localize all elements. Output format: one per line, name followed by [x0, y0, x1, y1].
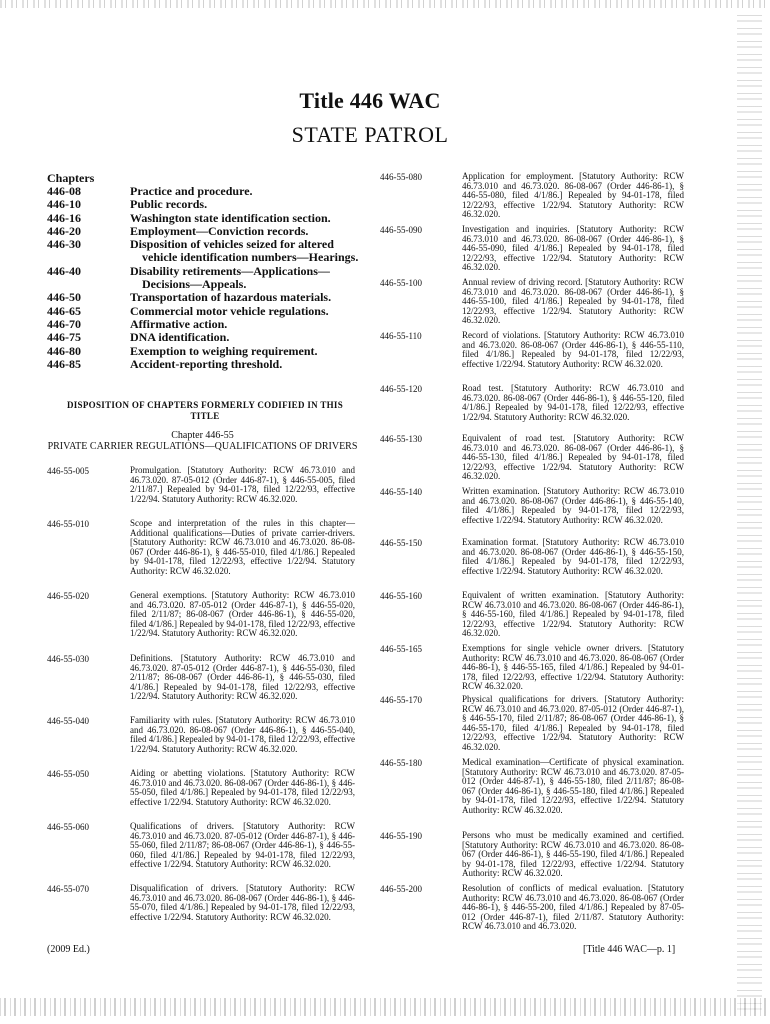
chapter-row: [47, 345, 367, 358]
repealed-section-entry: [380, 591, 684, 639]
section-disposition-text: Road test. [Statutory Authority: RCW 46.73.010 and 46.73.020. 86-08-067 (Order 446-86-1), § 446-55-120, filed 4/1/86.] Repealed by 94-01-178, filed 12/22/93, effective 1/22/94. Statutory Authority: RCW 46.32.020.: [462, 383, 684, 422]
chapter-title: Disposition of vehicles seized for altered vehicle identification numbers—Hearings.: [130, 237, 359, 265]
repealed-section-entry: [380, 487, 684, 525]
section-citation: 446-55-190: [380, 831, 422, 841]
section-disposition-text: Physical qualifications for drivers. [Statutory Authority: RCW 46.73.010 and 46.73.020. 87-05-012 (Order 446-87-1), § 446-55-170, filed 2/11/87; 86-08-067 (Order 446-86-1), § 446-55-170, filed 4/1/86.] Repealed by 94-01-178, filed 12/22/93, effective 1/22/94. Statutory Authority: RCW 46.32.020.: [462, 694, 684, 752]
chapter-row: [47, 358, 367, 371]
repealed-section-entry: [47, 466, 355, 504]
chapter-title: Exemption to weighing requirement.: [130, 343, 318, 358]
section-disposition-text: Application for employment. [Statutory Authority: RCW 46.73.010 and 46.73.020. 86-08-067 (Order 446-86-1), § 446-55-080, filed 4/1/86.] Repealed by 94-01-178, filed 12/22/93, effective 1/22/94. Statutory Authority: RCW 46.32.020.: [462, 171, 684, 220]
section-citation: 446-55-005: [47, 466, 89, 476]
chapter-number: 446-80: [47, 343, 81, 358]
section-disposition-text: Written examination. [Statutory Authority: RCW 46.73.010 and 46.73.020. 86-08-067 (Order 446-86-1), § 446-55-140, filed 4/1/86.] Repealed by 94-01-178, filed 12/22/93, effective 1/22/94. Statutory Authority: RCW 46.32.020.: [462, 486, 684, 525]
chapter-row: [47, 212, 367, 225]
section-citation: 446-55-080: [380, 172, 422, 182]
repealed-section-entry: [47, 519, 355, 577]
chapter-number: 446-10: [47, 197, 81, 212]
repealed-section-entry: [380, 278, 684, 326]
section-disposition-text: Medical examination—Certificate of physical examination. [Statutory Authority: RCW 46.73.010 and 46.73.020. 87-05-012 (Order 446-87-1), § 446-55-180, filed 2/11/87; 86-08-067 (Order 446-86-1), § 446-55-180, filed 4/1/86.] Repealed by 94-01-178, filed 12/22/93, effective 1/22/94. Statutory Authority: RCW 46.32.020.: [462, 757, 684, 815]
chapter-title: DNA identification.: [130, 330, 230, 345]
chapter-row: [47, 265, 367, 292]
repealed-section-entry: [47, 822, 355, 870]
chapter-row: [47, 305, 367, 318]
section-disposition-text: Persons who must be medically examined and certified. [Statutory Authority: RCW 46.73.010 and 46.73.020. 86-08-067 (Order 446-86-1), § 446-55-190, filed 4/1/86.] Repealed by 94-01-178, filed 12/22/93, effective 1/22/94. Statutory Authority: RCW 46.32.020.: [462, 830, 684, 879]
repealed-section-entry: [380, 225, 684, 273]
repealed-section-entry: [380, 758, 684, 816]
chapter-title: Commercial motor vehicle regulations.: [130, 303, 329, 318]
chapter-number: 446-85: [47, 356, 81, 371]
section-citation: 446-55-170: [380, 695, 422, 705]
section-citation: 446-55-110: [380, 331, 422, 341]
chapter-heading-title: PRIVATE CARRIER REGULATIONS—QUALIFICATIONS OF DRIVERS: [47, 441, 358, 452]
chapter-title: Disability retirements—Applications—Decisions—Appeals.: [130, 263, 330, 292]
title-subheading: STATE PATROL: [291, 122, 449, 147]
chapter-title: Public records.: [130, 197, 208, 212]
chapter-number: 446-65: [47, 303, 81, 318]
chapter-number: 446-75: [47, 330, 81, 345]
section-disposition-text: Aiding or abetting violations. [Statutory Authority: RCW 46.73.010 and 46.73.020. 86-08-067 (Order 446-86-1), § 446-55-050, filed 4/1/86.] Repealed by 94-01-178, filed 12/22/93, effective 1/22/94. Statutory Authority: RCW 46.32.020.: [130, 768, 355, 807]
section-citation: 446-55-150: [380, 538, 422, 548]
chapter-title: Washington state identification section.: [130, 210, 331, 225]
section-disposition-text: Examination format. [Statutory Authority: RCW 46.73.010 and 46.73.020. 86-08-067 (Order 446-86-1), § 446-55-150, filed 4/1/86.] Repealed by 94-01-178, filed 12/22/93, effective 1/22/94. Statutory Authority: RCW 46.32.020.: [462, 537, 684, 576]
chapter-heading-number: Chapter 446-55: [171, 430, 234, 441]
section-citation: 446-55-040: [47, 716, 89, 726]
scan-noise-top: [0, 0, 770, 8]
section-citation: 446-55-070: [47, 884, 89, 894]
section-citation: 446-55-130: [380, 434, 422, 444]
section-disposition-text: Definitions. [Statutory Authority: RCW 46.73.010 and 46.73.020. 87-05-012 (Order 446-87-1), § 446-55-030, filed 2/11/87; 86-08-067 (Order 446-86-1), § 446-55-030, filed 4/1/86.] Repealed by 94-01-178, filed 12/22/93, effective 1/22/94. Statutory Authority: RCW 46.32.020.: [130, 653, 355, 702]
section-citation: 446-55-030: [47, 654, 89, 664]
section-disposition-text: Equivalent of road test. [Statutory Authority: RCW 46.73.010 and 46.73.020. 86-08-067 (Order 446-86-1), § 446-55-130, filed 4/1/86.] Repealed by 94-01-178, filed 12/22/93, effective 1/22/94. Statutory Authority: RCW 46.32.020.: [462, 433, 684, 482]
section-citation: 446-55-090: [380, 225, 422, 235]
section-disposition-text: Familiarity with rules. [Statutory Authority: RCW 46.73.010 and 46.73.020. 86-08-067 (Order 446-86-1), § 446-55-040, filed 4/1/86.] Repealed by 94-01-178, filed 12/22/93, effective 1/22/94. Statutory Authority: RCW 46.32.020.: [130, 715, 355, 754]
repealed-section-entry: [47, 654, 355, 702]
repealed-section-entry: [380, 884, 684, 932]
repealed-section-entry: [380, 831, 684, 879]
section-citation: 446-55-060: [47, 822, 89, 832]
chapter-title: Practice and procedure.: [130, 184, 253, 198]
section-citation: 446-55-200: [380, 884, 422, 894]
section-disposition-text: Scope and interpretation of the rules in this chapter—Additional qualifications—Duties of private carrier-drivers. [Statutory Authority: RCW 46.73.010 and 46.73.020. 86-08-067 (Order 446-86-1), § 446-55-010, filed 4/1/86.] Repealed by 94-01-178, filed 12/22/93, effective 1/22/94. Statutory Authority: RCW 46.32.020.: [130, 518, 355, 576]
repealed-section-entry: [380, 538, 684, 576]
repealed-section-entry: [380, 172, 684, 220]
chapter-title: Transportation of hazardous materials.: [130, 290, 332, 305]
chapter-title: Employment—Conviction records.: [130, 223, 309, 238]
repealed-section-entry: [380, 384, 684, 422]
chapter-heading: [40, 430, 365, 452]
section-disposition-text: Disqualification of drivers. [Statutory Authority: RCW 46.73.010 and 46.73.020. 86-08-067 (Order 446-86-1), § 446-55-070, filed 4/1/86.] Repealed by 94-01-178, filed 12/22/93, effective 1/22/94. Statutory Authority: RCW 46.32.020.: [130, 883, 355, 922]
chapter-row: [47, 291, 367, 304]
chapter-number: 446-50: [47, 290, 81, 305]
chapters-header: Chapters: [47, 171, 95, 185]
chapter-row: [47, 331, 367, 344]
scan-noise-right: [737, 10, 762, 1010]
section-citation: 446-55-100: [380, 278, 422, 288]
chapter-row: [47, 238, 367, 265]
repealed-section-entry: [47, 716, 355, 754]
disposition-heading: DISPOSITION OF CHAPTERS FORMERLY CODIFIED IN THIS TITLE: [66, 400, 344, 421]
section-disposition-text: Promulgation. [Statutory Authority: RCW 46.73.010 and 46.73.020. 87-05-012 (Order 446-87-1), § 446-55-005, filed 2/11/87.] Repealed by 94-01-178, filed 12/22/93, effective 1/22/94. Statutory Authority: RCW 46.32.020.: [130, 465, 355, 504]
section-disposition-text: Equivalent of written examination. [Statutory Authority: RCW 46.73.010 and 46.73.020. 86-08-067 (Order 446-86-1), § 446-55-160, filed 4/1/86.] Repealed by 94-01-178, filed 12/22/93, effective 1/22/94. Statutory Authority: RCW 46.32.020.: [462, 590, 684, 639]
chapter-title: Accident-reporting threshold.: [130, 356, 283, 371]
repealed-section-entry: [380, 695, 684, 753]
chapter-number: 446-70: [47, 316, 81, 331]
repealed-section-entry: [47, 591, 355, 639]
section-citation: 446-55-020: [47, 591, 89, 601]
section-disposition-text: Qualifications of drivers. [Statutory Authority: RCW 46.73.010 and 46.73.020. 87-05-012 (Order 446-87-1), § 446-55-060, filed 2/11/87; 86-08-067 (Order 446-86-1), § 446-55-060, filed 4/1/86.] Repealed by 94-01-178, filed 12/22/93, effective 1/22/94. Statutory Authority: RCW 46.32.020.: [130, 821, 355, 870]
section-disposition-text: Exemptions for single vehicle owner drivers. [Statutory Authority: RCW 46.73.010 and 46.73.020. 86-08-067 (Order 446-86-1), § 446-55-165, filed 4/1/86.] Repealed by 94-01-178, filed 12/22/93, effective 1/22/94. Statutory Authority: RCW 46.32.020.: [462, 643, 684, 692]
section-disposition-text: Resolution of conflicts of medical evaluation. [Statutory Authority: RCW 46.73.010 and 46.73.020. 86-08-067 (Order 446-86-1), § 446-55-200, filed 4/1/86.] Repealed by 87-05-012 (Order 446-87-1), filed 2/11/87. Statutory Authority: RCW 46.73.010 and 46.73.020.: [462, 883, 684, 932]
chapter-number: 446-40: [47, 263, 81, 278]
chapters-list: [47, 172, 367, 371]
repealed-section-entry: [47, 769, 355, 807]
section-disposition-text: Annual review of driving record. [Statutory Authority: RCW 46.73.010 and 46.73.020. 86-08-067 (Order 446-86-1), § 446-55-100, filed 4/1/86.] Repealed by 94-01-178, filed 12/22/93, effective 1/22/94. Statutory Authority: RCW 46.32.020.: [462, 277, 684, 326]
scan-noise-bottom: [0, 998, 770, 1016]
repealed-section-entry: [47, 884, 355, 922]
footer-page-ref: [Title 446 WAC—p. 1]: [583, 944, 676, 955]
section-citation: 446-55-160: [380, 591, 422, 601]
repealed-section-entry: [380, 434, 684, 482]
section-citation: 446-55-050: [47, 769, 89, 779]
repealed-section-entry: [380, 644, 684, 692]
chapter-row: [47, 225, 367, 238]
chapter-row: [47, 198, 367, 211]
section-citation: 446-55-140: [380, 487, 422, 497]
chapter-number: 446-16: [47, 210, 81, 225]
section-citation: 446-55-165: [380, 644, 422, 654]
section-disposition-text: Investigation and inquiries. [Statutory Authority: RCW 46.73.010 and 46.73.020. 86-08-067 (Order 446-86-1), § 446-55-090, filed 4/1/86.] Repealed by 94-01-178, filed 12/22/93, effective 1/22/94. Statutory Authority: RCW 46.32.020.: [462, 224, 684, 273]
repealed-section-entry: [380, 331, 684, 369]
chapter-row: [47, 185, 367, 198]
chapter-number: 446-30: [47, 237, 81, 252]
chapter-title: Affirmative action.: [130, 316, 228, 331]
section-disposition-text: General exemptions. [Statutory Authority: RCW 46.73.010 and 46.73.020. 87-05-012 (Order 446-87-1), § 446-55-020, filed 2/11/87; 86-08-067 (Order 446-86-1), § 446-55-020, filed 4/1/86.] Repealed by 94-01-178, filed 12/22/93, effective 1/22/94. Statutory Authority: RCW 46.32.020.: [130, 590, 355, 639]
title-heading: Title 446 WAC: [299, 88, 441, 113]
chapter-number: 446-08: [47, 184, 81, 198]
chapter-number: 446-20: [47, 223, 81, 238]
section-citation: 446-55-010: [47, 519, 89, 529]
chapter-row: [47, 318, 367, 331]
section-citation: 446-55-180: [380, 758, 422, 768]
section-disposition-text: Record of violations. [Statutory Authority: RCW 46.73.010 and 46.73.020. 86-08-067 (Order 446-86-1), § 446-55-110, filed 4/1/86.] Repealed by 94-01-178, filed 12/22/93, effective 1/22/94. Statutory Authority: RCW 46.32.020.: [462, 330, 684, 369]
footer-edition: (2009 Ed.): [47, 944, 90, 955]
section-citation: 446-55-120: [380, 384, 422, 394]
